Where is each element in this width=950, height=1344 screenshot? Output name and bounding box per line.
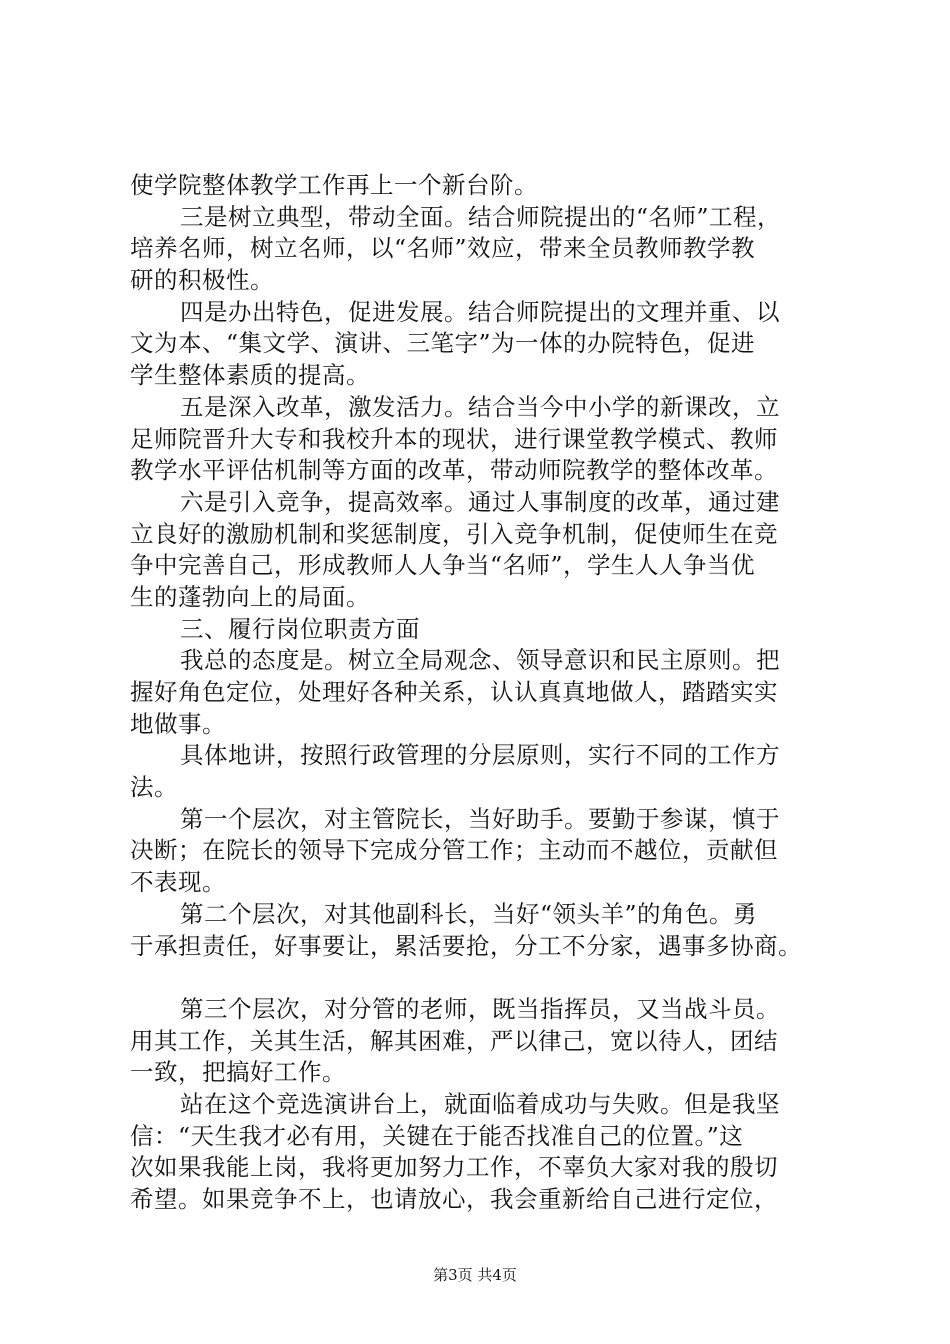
section-heading: 三、履行岗位职责方面 (180, 614, 420, 643)
text-line: 三是树立典型，带动全面。结合师院提出的“名师”工程， (180, 202, 782, 231)
blank-line (130, 962, 830, 994)
text-line: 法。 (130, 773, 178, 802)
text-line: 教学水平评估机制等方面的改革，带动师院教学的整体改革。 (130, 456, 778, 485)
document-body (130, 170, 830, 1216)
text-line: 第一个层次，对主管院长，当好助手。要勤于参谋，慎于 (180, 804, 780, 833)
text-line: 五是深入改革，激发活力。结合当今中小学的新课改，立 (180, 392, 780, 421)
text-line: 一致，把搞好工作。 (130, 1058, 346, 1087)
text-line: 具体地讲，按照行政管理的分层原则，实行不同的工作方 (180, 741, 780, 770)
text-line: 决断；在院长的领导下完成分管工作；主动而不越位，贡献但 (130, 836, 778, 865)
text-line: 第二个层次，对其他副科长，当好“领头羊”的角色。勇 (180, 899, 758, 928)
text-line: 不表现。 (130, 868, 226, 897)
text-line: 站在这个竞选演讲台上，就面临着成功与失败。但是我坚 (180, 1089, 780, 1118)
text-line: 学生整体素质的提高。 (130, 361, 370, 390)
text-line: 培养名师，树立名师，以“名师”效应，带来全员教师教学教 (130, 234, 756, 263)
text-line: 次如果我能上岗，我将更加努力工作，不辜负大家对我的殷切 (130, 1153, 778, 1182)
text-line: 希望。如果竞争不上，也请放心，我会重新给自己进行定位， (130, 1185, 778, 1213)
text-line: 文为本、“集文学、演讲、三笔字”为一体的办院特色，促进 (130, 329, 756, 358)
text-line: 于承担责任，好事要让，累活要抢，分工不分家，遇事多协商。 (130, 931, 802, 960)
text-line: 生的蓬勃向上的局面。 (130, 582, 370, 611)
text-line: 握好角色定位，处理好各种关系，认认真真地做人，踏踏实实 (130, 678, 778, 706)
page-number-footer: 第3页 共4页 (433, 1266, 517, 1284)
text-line: 地做事。 (130, 709, 226, 738)
text-line: 立良好的激励机制和奖惩制度，引入竞争机制，促使师生在竞 (130, 519, 778, 548)
text-line: 我总的态度是。树立全局观念、领导意识和民主原则。把 (180, 646, 780, 675)
text-line: 争中完善自己，形成教师人人争当“名师”，学生人人争当优 (130, 551, 756, 580)
text-line: 第三个层次，对分管的老师，既当指挥员，又当战斗员。 (180, 994, 780, 1023)
text-line: 使学院整体教学工作再上一个新台阶。 (130, 171, 538, 199)
text-line: 研的积极性。 (130, 266, 274, 295)
text-line: 信：“天生我才必有用，关键在于能否找准自己的位置。”这 (130, 1121, 744, 1150)
text-line: 六是引入竞争，提高效率。通过人事制度的改革，通过建 (180, 487, 780, 516)
text-line: 四是办出特色，促进发展。结合师院提出的文理并重、以 (180, 297, 780, 326)
text-line: 用其工作，关其生活，解其困难，严以律己，宽以待人，团结 (130, 1026, 778, 1055)
text-line: 足师院晋升大专和我校升本的现状，进行课堂教学模式、教师 (130, 424, 778, 453)
